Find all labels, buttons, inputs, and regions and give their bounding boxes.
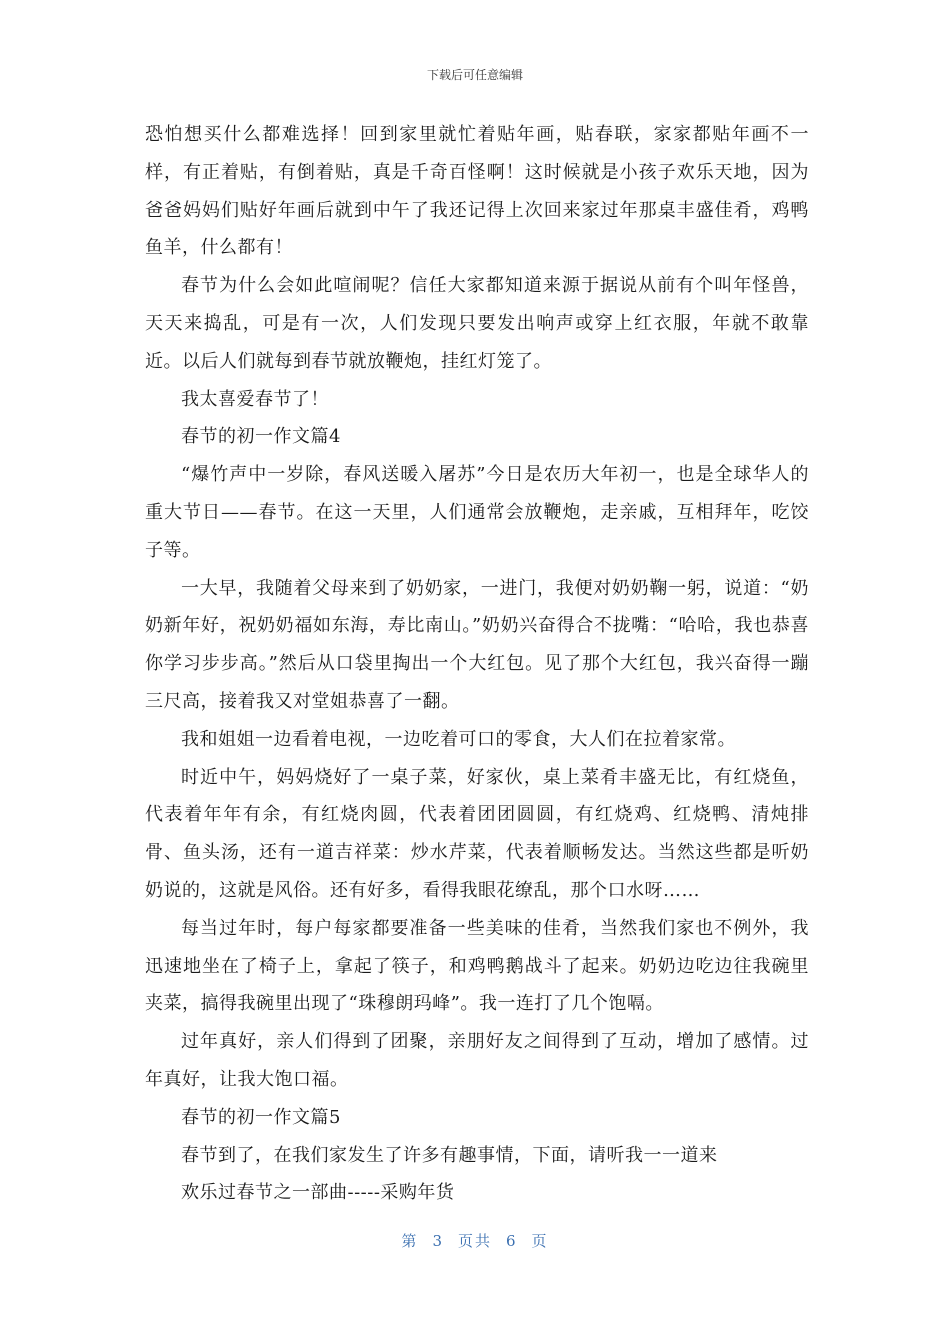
paragraph: 每当过年时，每户每家都要准备一些美味的佳肴，当然我们家也不例外，我迅速地坐在了椅子上，拿起了筷子，和鸡鸭鹅战斗了起来。奶奶边吃边往我碗里夹菜，搞得我碗里出现了“珠穆朗玛峰”。我一连打了几个饱嗝。 <box>145 917 809 1015</box>
paragraph: 春节到了，在我们家发生了许多有趣事情，下面，请听我一一道来 <box>181 1144 718 1166</box>
paragraph: “爆竹声中一岁除，春风送暖入屠苏”今日是农历大年初一，也是全球华人的重大节日——春节。在这一天里，人们通常会放鞭炮，走亲戚，互相拜年，吃饺子等。 <box>145 464 809 561</box>
current-page-number: 3 <box>432 1232 444 1250</box>
paragraph: 春节为什么会如此喧闹呢？信任大家都知道来源于据说从前有个叫年怪兽，天天来捣乱，可是有一次，人们发现只要发出响声或穿上红衣服，年就不敢靠近。以后人们就每到春节就放鞭炮，挂红灯笼了。 <box>145 275 809 372</box>
footer-middle: 页共 <box>457 1232 492 1250</box>
page-footer <box>0 1230 950 1251</box>
paragraph: 时近中午，妈妈烧好了一桌子菜，好家伙，桌上菜肴丰盛无比，有红烧鱼，代表着年年有余，有红烧肉圆，代表着团团圆圆，有红烧鸡、红烧鸭、清炖排骨、鱼头汤，还有一道吉祥菜：炒水芹菜，代表着顺畅发达。当然这些都是听奶奶说的，这就是风俗。还有好多，看得我眼花缭乱，那个口水呀…… <box>145 766 809 901</box>
footer-suffix: 页 <box>531 1232 549 1250</box>
paragraph: 一大早，我随着父母来到了奶奶家，一进门，我便对奶奶鞠一躬，说道：“奶奶新年好，祝奶奶福如东海，寿比南山。”奶奶兴奋得合不拢嘴：“哈哈，我也恭喜你学习步步高。”然后从口袋里掏出一个大红包。见了那个大红包，我兴奋得一蹦三尺高，接着我又对堂姐恭喜了一翻。 <box>145 577 809 712</box>
section-heading: 春节的初一作文篇5 <box>181 1106 341 1128</box>
page-header: 下载后可任意编辑 <box>426 68 523 82</box>
footer-prefix: 第 <box>401 1232 419 1250</box>
paragraph: 我太喜爱春节了！ <box>181 388 329 410</box>
document-body <box>145 116 809 1212</box>
paragraph: 欢乐过春节之一部曲-----采购年货 <box>181 1182 455 1204</box>
section-heading: 春节的初一作文篇4 <box>181 426 341 448</box>
paragraph: 过年真好，亲人们得到了团聚，亲朋好友之间得到了互动，增加了感情。过年真好，让我大饱口福。 <box>145 1031 809 1090</box>
paragraph: 我和姐姐一边看着电视，一边吃着可口的零食，大人们在拉着家常。 <box>181 728 736 750</box>
paragraph: 恐怕想买什么都难选择！回到家里就忙着贴年画，贴春联，家家都贴年画不一样，有正着贴，有倒着贴，真是千奇百怪啊！这时候就是小孩子欢乐天地，因为爸爸妈妈们贴好年画后就到中午了我还记得上次回来家过年那桌丰盛佳肴，鸡鸭鱼羊，什么都有！ <box>145 124 809 259</box>
total-pages-number: 6 <box>506 1232 518 1250</box>
